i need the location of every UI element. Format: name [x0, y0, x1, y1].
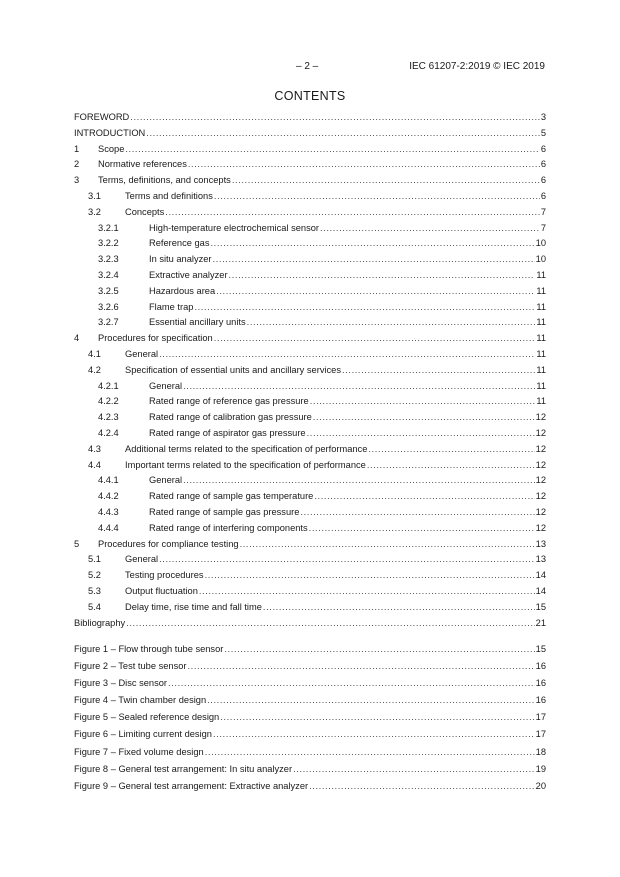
toc-entry-label: Reference gas — [149, 238, 210, 249]
toc-entry[interactable] — [74, 570, 546, 586]
toc-entry-number: 5 — [74, 538, 80, 549]
dot-leader — [126, 618, 534, 628]
toc-entry-label: General — [125, 554, 159, 565]
dot-leader — [207, 695, 535, 705]
dot-leader — [368, 444, 534, 454]
toc-entry-number: 4.2.3 — [98, 412, 119, 423]
dot-leader — [263, 602, 535, 612]
toc-entry-label: Additional terms related to the specification of performance — [125, 443, 368, 454]
copyright-notice: IEC 61207-2:2019 © IEC 2019 — [409, 61, 545, 72]
toc-entry-number: 4.2.2 — [98, 396, 119, 407]
dot-leader — [229, 270, 536, 280]
figure-entry-page: 16 — [535, 661, 546, 672]
toc-entry[interactable] — [74, 317, 546, 333]
figure-entry-page: 15 — [535, 644, 546, 654]
toc-entry-label: Flame trap — [149, 301, 194, 312]
dot-leader — [130, 112, 540, 122]
page-header — [0, 61, 620, 75]
figure-entry-page: 20 — [535, 780, 546, 791]
figure-entry-label: Figure 3 – Disc sensor — [74, 678, 168, 689]
toc-entry-label: Scope — [98, 143, 125, 154]
figure-entry-page: 16 — [535, 695, 546, 706]
figure-entry-page: 17 — [535, 712, 546, 723]
toc-entry-page: 6 — [540, 175, 546, 186]
toc-entry-page: 7 — [540, 222, 546, 233]
toc-entry[interactable] — [74, 144, 546, 160]
toc-entry[interactable] — [74, 270, 546, 286]
figure-entry-label: Figure 4 – Twin chamber design — [74, 695, 207, 706]
toc-entry-label: Concepts — [125, 206, 165, 217]
dot-leader — [232, 175, 540, 185]
toc-entry-number: 3.2.1 — [98, 222, 119, 233]
dot-leader — [342, 365, 535, 375]
toc-entry-page: 14 — [535, 570, 546, 581]
dot-leader — [125, 144, 539, 154]
toc-entry-label: Rated range of reference gas pressure — [149, 396, 309, 407]
dot-leader — [213, 254, 535, 264]
toc-entry-label: Rated range of sample gas temperature — [149, 491, 314, 502]
toc-entry-number: 5.1 — [88, 554, 101, 565]
toc-entry-label: Procedures for specification — [98, 333, 213, 344]
dot-leader — [159, 554, 535, 564]
toc-entry-number: 3 — [74, 175, 80, 186]
toc-entry[interactable] — [74, 349, 546, 365]
toc-entry-label: Essential ancillary units — [149, 317, 246, 328]
toc-entry[interactable] — [74, 618, 546, 634]
toc-entry-page: 11 — [536, 364, 546, 375]
toc-entry-label: Specification of essential units and ancillary services — [125, 364, 342, 375]
figure-entry[interactable] — [74, 729, 546, 746]
dot-leader — [220, 712, 534, 722]
dot-leader — [194, 302, 535, 312]
toc-entry[interactable] — [74, 491, 546, 507]
toc-entry-page: 11 — [536, 285, 546, 296]
toc-entry-page: 21 — [535, 617, 546, 628]
toc-entry-label: Delay time, rise time and fall time — [125, 601, 262, 612]
dot-leader — [214, 333, 536, 343]
toc-entry-page: 11 — [536, 380, 546, 391]
toc-entry-number: 4.4.1 — [98, 475, 119, 486]
toc-entry-label: Rated range of interfering components — [149, 522, 308, 533]
toc-entry-page: 11 — [536, 269, 546, 280]
figure-entry[interactable] — [74, 661, 546, 678]
toc-entry-number: 4.4 — [88, 459, 101, 470]
toc-entry-page: 7 — [540, 206, 546, 217]
toc-entry-label: General — [149, 475, 183, 486]
dot-leader — [313, 412, 535, 422]
toc-entry-number: 3.2.6 — [98, 301, 119, 312]
toc-entry-label: FOREWORD — [74, 112, 130, 122]
figure-entry[interactable] — [74, 678, 546, 695]
dot-leader — [199, 586, 535, 596]
toc-entry-page: 10 — [535, 238, 546, 249]
toc-entry-label: In situ analyzer — [149, 254, 212, 265]
toc-entry[interactable] — [74, 412, 546, 428]
figure-entry-label: Figure 2 – Test tube sensor — [74, 661, 187, 672]
contents-title: CONTENTS — [274, 89, 346, 103]
dot-leader — [309, 781, 535, 791]
toc-entry-page: 12 — [535, 412, 546, 423]
figure-entry[interactable] — [74, 781, 546, 798]
toc-entry-label: High-temperature electrochemical sensor — [149, 222, 319, 233]
dot-leader — [214, 191, 540, 201]
figure-entry[interactable] — [74, 764, 546, 781]
toc-entry-label: Output fluctuation — [125, 585, 198, 596]
toc-entry-number: 3.2.3 — [98, 254, 119, 265]
toc-entry-label: Terms and definitions — [125, 190, 213, 201]
dot-leader — [188, 661, 535, 671]
toc-entry-number: 3.1 — [88, 190, 101, 201]
toc-entry-page: 6 — [540, 159, 546, 170]
dot-leader — [205, 747, 535, 757]
toc-entry-number: 3.2.4 — [98, 269, 119, 280]
dot-leader — [320, 223, 540, 233]
toc-entry-number: 3.2.5 — [98, 285, 119, 296]
dot-leader — [224, 644, 534, 654]
toc-entry-page: 11 — [536, 317, 546, 328]
toc-entry-label: General — [125, 348, 159, 359]
figure-entry-label: Figure 1 – Flow through tube sensor — [74, 644, 224, 654]
toc-entry[interactable] — [74, 191, 546, 207]
toc-entry-number: 3.2.7 — [98, 317, 119, 328]
figure-entry[interactable] — [74, 747, 546, 764]
toc-entry[interactable] — [74, 112, 546, 128]
toc-entry[interactable] — [74, 554, 546, 570]
toc-entry[interactable] — [74, 507, 546, 523]
toc-entry[interactable] — [74, 207, 546, 223]
list-of-figures — [74, 644, 546, 798]
toc-entry-page: 12 — [535, 427, 546, 438]
figure-entry-page: 19 — [535, 763, 546, 774]
toc-entry[interactable] — [74, 475, 546, 491]
figure-entry[interactable] — [74, 695, 546, 712]
dot-leader — [314, 491, 534, 501]
dot-leader — [293, 764, 535, 774]
toc-entry-number: 5.2 — [88, 570, 101, 581]
toc-entry-number: 4.4.4 — [98, 522, 119, 533]
toc-entry-page: 11 — [536, 301, 546, 312]
dot-leader — [300, 507, 534, 517]
toc-entry-label: INTRODUCTION — [74, 127, 146, 138]
figure-entry-label: Figure 6 – Limiting current design — [74, 729, 212, 740]
toc-entry[interactable] — [74, 238, 546, 254]
toc-entry-label: Hazardous area — [149, 285, 216, 296]
toc-entry[interactable] — [74, 365, 546, 381]
toc-entry[interactable] — [74, 159, 546, 175]
figure-entry-page: 16 — [535, 678, 546, 689]
dot-leader — [247, 317, 536, 327]
toc-entry-number: 4.2 — [88, 364, 101, 375]
toc-entry-page: 12 — [535, 475, 546, 486]
toc-entry[interactable] — [74, 333, 546, 349]
toc-entry-page: 5 — [540, 127, 546, 138]
toc-entry[interactable] — [74, 254, 546, 270]
toc-entry-number: 3.2 — [88, 206, 101, 217]
dot-leader — [216, 286, 535, 296]
toc-entry-page: 3 — [540, 112, 546, 122]
dot-leader — [183, 475, 535, 485]
toc-entry-page: 6 — [540, 190, 546, 201]
toc-entry-page: 10 — [535, 254, 546, 265]
figure-entry[interactable] — [74, 644, 546, 661]
toc-entry-page: 15 — [535, 601, 546, 612]
toc-entry-page: 11 — [536, 348, 546, 359]
dot-leader — [188, 159, 540, 169]
toc-entry-label: Rated range of calibration gas pressure — [149, 412, 312, 423]
dot-leader — [205, 570, 535, 580]
toc-entry-page: 13 — [535, 538, 546, 549]
toc-entry-label: Bibliography — [74, 617, 126, 628]
figure-entry-label: Figure 9 – General test arrangement: Extractive analyzer — [74, 780, 309, 791]
toc-entry-number: 5.3 — [88, 585, 101, 596]
toc-entry[interactable] — [74, 523, 546, 539]
table-of-contents — [74, 112, 546, 633]
toc-entry[interactable] — [74, 128, 546, 144]
toc-entry[interactable] — [74, 381, 546, 397]
toc-entry-number: 3.2.2 — [98, 238, 119, 249]
toc-entry-label: Rated range of sample gas pressure — [149, 506, 300, 517]
toc-entry-page: 6 — [540, 143, 546, 154]
toc-entry-number: 4.4.3 — [98, 506, 119, 517]
toc-entry[interactable] — [74, 428, 546, 444]
toc-entry-page: 11 — [536, 333, 546, 344]
dot-leader — [309, 523, 535, 533]
toc-entry-label: Normative references — [98, 159, 187, 170]
dot-leader — [240, 539, 535, 549]
toc-entry-page: 12 — [535, 443, 546, 454]
toc-entry[interactable] — [74, 396, 546, 412]
toc-entry[interactable] — [74, 539, 546, 555]
toc-entry-number: 5.4 — [88, 601, 101, 612]
toc-entry-number: 4.2.1 — [98, 380, 119, 391]
toc-entry-number: 4.4.2 — [98, 491, 119, 502]
toc-entry-page: 12 — [535, 459, 546, 470]
figure-entry-label: Figure 7 – Fixed volume design — [74, 746, 204, 757]
toc-entry-label: Testing procedures — [125, 570, 204, 581]
toc-entry-number: 4.1 — [88, 348, 101, 359]
figure-entry-page: 17 — [535, 729, 546, 740]
toc-entry[interactable] — [74, 302, 546, 318]
toc-entry-label: Procedures for compliance testing — [98, 538, 239, 549]
toc-entry[interactable] — [74, 444, 546, 460]
toc-entry[interactable] — [74, 286, 546, 302]
toc-entry[interactable] — [74, 175, 546, 191]
toc-entry-label: Extractive analyzer — [149, 269, 228, 280]
toc-entry[interactable] — [74, 223, 546, 239]
toc-entry-page: 11 — [536, 396, 546, 407]
toc-entry-label: Terms, definitions, and concepts — [98, 175, 231, 186]
toc-entry-page: 12 — [535, 491, 546, 502]
dot-leader — [183, 381, 535, 391]
dot-leader — [165, 207, 540, 217]
toc-entry-number: 1 — [74, 143, 80, 154]
figure-entry[interactable] — [74, 712, 546, 729]
toc-entry-number: 4 — [74, 333, 80, 344]
toc-entry-page: 13 — [535, 554, 546, 565]
toc-entry[interactable] — [74, 586, 546, 602]
toc-entry-number: 4.2.4 — [98, 427, 119, 438]
toc-entry-label: Rated range of aspirator gas pressure — [149, 427, 306, 438]
toc-entry-label: Important terms related to the specification of performance — [125, 459, 366, 470]
page-number: – 2 – — [296, 61, 319, 72]
dot-leader — [310, 396, 536, 406]
figure-entry-page: 18 — [535, 746, 546, 757]
dot-leader — [367, 460, 535, 470]
toc-entry-page: 14 — [535, 585, 546, 596]
dot-leader — [213, 729, 535, 739]
toc-entry-number: 4.3 — [88, 443, 101, 454]
dot-leader — [159, 349, 535, 359]
toc-entry-number: 2 — [74, 159, 80, 170]
toc-entry-page: 12 — [535, 522, 546, 533]
dot-leader — [210, 238, 534, 248]
toc-entry-page: 12 — [535, 506, 546, 517]
toc-entry[interactable] — [74, 602, 546, 618]
dot-leader — [146, 128, 540, 138]
dot-leader — [307, 428, 535, 438]
toc-entry[interactable] — [74, 460, 546, 476]
dot-leader — [168, 678, 535, 688]
figure-entry-label: Figure 5 – Sealed reference design — [74, 712, 220, 723]
toc-entry-label: General — [149, 380, 183, 391]
figure-entry-label: Figure 8 – General test arrangement: In situ analyzer — [74, 763, 293, 774]
